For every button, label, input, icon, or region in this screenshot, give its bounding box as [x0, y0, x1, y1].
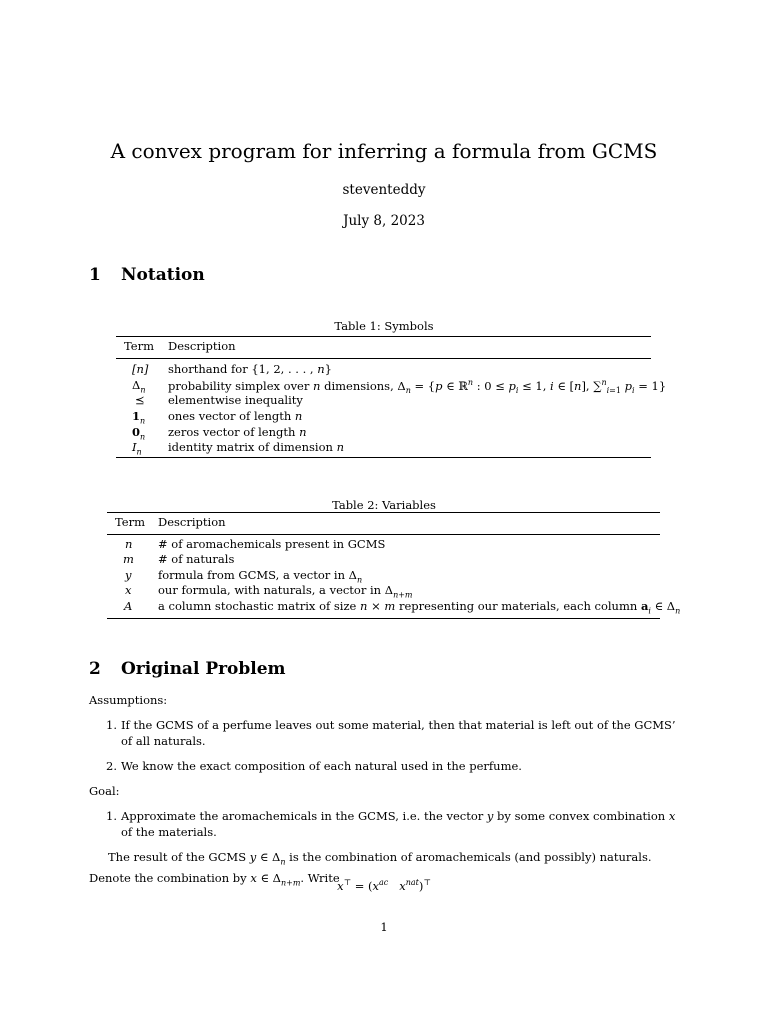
table-caption: Table 2: Variables: [332, 498, 436, 512]
table-caption: Table 1: Symbols: [334, 319, 434, 333]
table-cell-description: probability simplex over n dimensions, $\Delta_n = \{p$ ∈ ℝ$^n$ : $0 \le p_i \le 1$, i ∈ [n], ∑$^n_{i=1}$ $p_i = 1$}: [168, 378, 667, 396]
table-header-term: Term: [124, 339, 154, 353]
table-rule-bottom: [116, 457, 651, 458]
table-cell-description: identity matrix of dimension n: [168, 440, 345, 454]
table-cell-description: formula from GCMS, a vector in $\Delta_n$: [158, 568, 363, 585]
table-cell-term: $0_n$: [132, 425, 146, 442]
table-cell-description: elementwise inequality: [168, 393, 303, 407]
section-number: 1: [89, 265, 101, 285]
section-heading-notation: [89, 265, 205, 285]
table-cell-term: n: [125, 537, 133, 551]
section-number: 2: [89, 659, 101, 679]
table-rule-mid: [107, 534, 660, 535]
symbols-table: [116, 336, 667, 458]
table-cell-term: ⪯: [135, 393, 145, 407]
table-cell-description: # of aromachemicals present in GCMS: [158, 537, 386, 551]
table-header-description: Description: [168, 339, 236, 353]
table-cell-term: $I_n$: [132, 440, 142, 457]
list-text: If the GCMS of a perfume leaves out some material, then that material is left out of the GCMS’ of all naturals.: [121, 718, 676, 748]
list-number: 1.: [106, 809, 117, 823]
table-cell-description: # of naturals: [158, 552, 235, 566]
table-cell-term: m: [123, 552, 134, 566]
table-rule-top: [107, 512, 660, 513]
equation: $x^⊤ = (x^{ac}$ $x^{nat})^⊤$: [337, 878, 431, 893]
assumptions-label: Assumptions:: [89, 693, 168, 707]
date: July 8, 2023: [343, 213, 425, 229]
page-number: 1: [380, 920, 388, 934]
table-cell-description: shorthand for {1, 2, . . . , n}: [168, 362, 332, 376]
table-rule-top: [116, 336, 651, 337]
table-header-description: Description: [158, 515, 226, 529]
variables-table: [107, 512, 681, 619]
list-item: [106, 808, 686, 842]
list-text: We know the exact composition of each natural used in the perfume.: [121, 759, 522, 773]
table-cell-description: ones vector of length n: [168, 409, 303, 423]
table-cell-description: a column stochastic matrix of size n × m representing our materials, each column $a_i$ ∈ $\Delta_n$: [158, 599, 681, 616]
table-cell-description: zeros vector of length n: [168, 425, 307, 439]
table-header-term: Term: [115, 515, 145, 529]
list-item: [106, 717, 686, 751]
list-number: 1.: [106, 718, 117, 732]
list-text: Approximate the aromachemicals in the GCMS, i.e. the vector y by some convex combination x of the materials.: [121, 809, 676, 839]
table-cell-term: [n]: [132, 362, 149, 376]
table-cell-term: A: [124, 599, 133, 613]
paper-title: A convex program for inferring a formula from GCMS: [110, 139, 658, 163]
section-heading-original-problem: [89, 659, 286, 679]
table-cell-term: y: [125, 568, 132, 582]
table-cell-description: our formula, with naturals, a vector in $\Delta_{n+m}$: [158, 583, 413, 600]
table-cell-term: $\Delta_n$: [132, 378, 146, 395]
section-title: Notation: [121, 265, 205, 285]
body-paragraph: The result of the GCMS y ∈ $\Delta_n$ is the combination of aromachemicals (and possibly) naturals. Denote the combination by x ∈ $\Delta_{n+m}$. Write: [89, 850, 652, 888]
list-number: 2.: [106, 759, 117, 773]
author: steventeddy: [342, 182, 426, 198]
table-rule-mid: [116, 358, 651, 359]
list-item: [106, 758, 686, 776]
goal-label: Goal:: [89, 784, 120, 798]
table-cell-term: $1_n$: [132, 409, 146, 426]
section-title: Original Problem: [121, 659, 286, 679]
table-rule-bottom: [107, 618, 660, 619]
table-cell-term: x: [125, 583, 132, 597]
